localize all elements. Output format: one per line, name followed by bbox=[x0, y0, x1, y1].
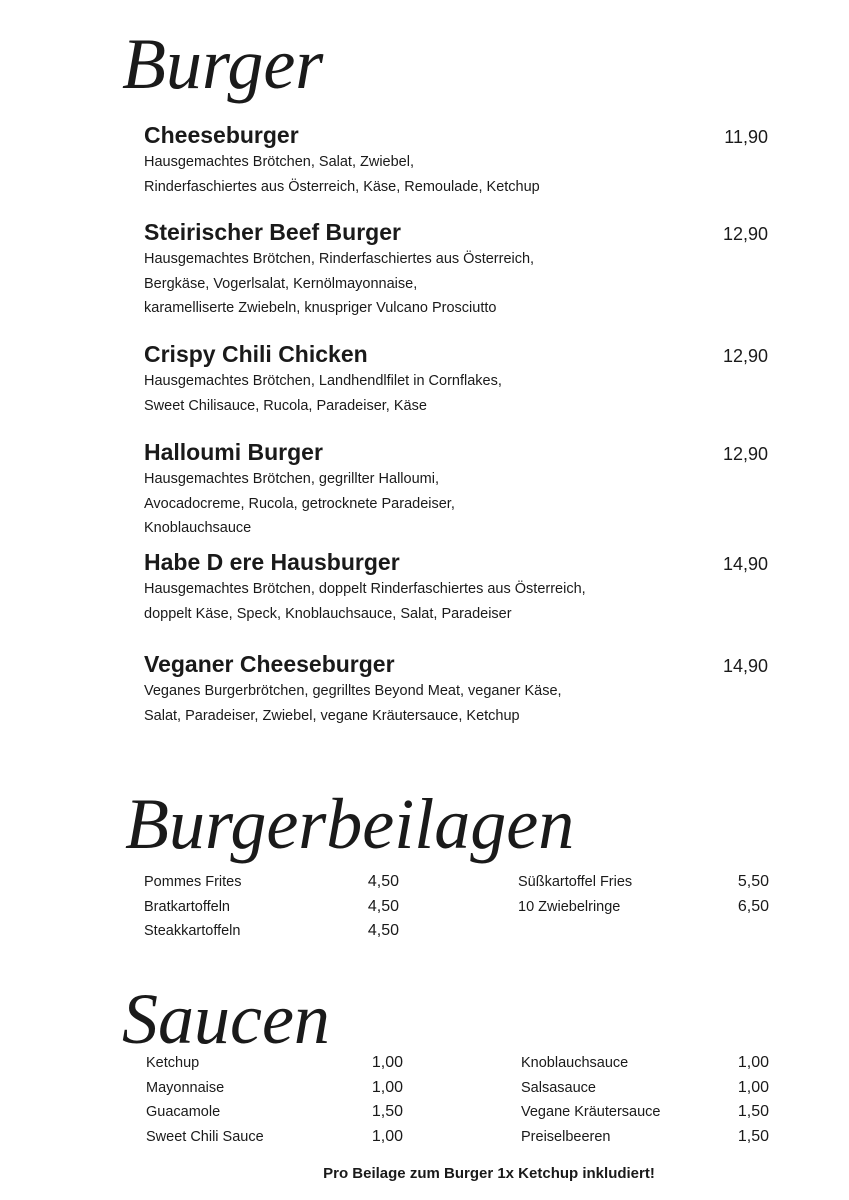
side-name: 10 Zwiebelringe bbox=[518, 898, 621, 915]
sauce-price: 1,50 bbox=[737, 1103, 769, 1121]
side-name: Süßkartoffel Fries bbox=[518, 874, 633, 890]
list-item bbox=[144, 870, 399, 895]
item-price: 12,90 bbox=[722, 444, 768, 464]
list-item bbox=[518, 895, 769, 920]
sauce-price: 1,00 bbox=[737, 1054, 769, 1071]
item-header bbox=[144, 547, 768, 577]
menu-item-steirischer-beef-burger bbox=[144, 217, 768, 321]
list-item bbox=[146, 1076, 403, 1101]
menu-item-halloumi-burger bbox=[144, 437, 768, 541]
side-name: Bratkartoffeln bbox=[144, 898, 230, 915]
sides-list-right bbox=[518, 870, 769, 919]
sauce-name: Mayonnaise bbox=[146, 1079, 225, 1096]
item-description-line: Sweet Chilisauce, Rucola, Paradeiser, Käse bbox=[144, 397, 427, 414]
item-description-line: Hausgemachtes Brötchen, Salat, Zwiebel, bbox=[144, 154, 414, 170]
item-description-line: Hausgemachtes Brötchen, Rinderfaschiertes aus Österreich, bbox=[144, 251, 535, 267]
footer-note: Pro Beilage zum Burger 1x Ketchup inkludiert! bbox=[323, 1165, 655, 1182]
item-description-line: Rinderfaschiertes aus Österreich, Käse, Remoulade, Ketchup bbox=[144, 178, 540, 195]
item-name: Steirischer Beef Burger bbox=[144, 219, 401, 245]
list-item bbox=[521, 1076, 769, 1101]
sauces-list-left bbox=[146, 1051, 403, 1149]
item-header bbox=[144, 437, 768, 467]
section-title-sides: Burgerbeilagen bbox=[125, 784, 575, 864]
list-item bbox=[146, 1100, 403, 1125]
menu-item-hausburger bbox=[144, 547, 768, 626]
item-price: 12,90 bbox=[722, 346, 768, 366]
list-item bbox=[146, 1051, 403, 1076]
item-name: Habe D ere Hausburger bbox=[144, 549, 400, 575]
item-header bbox=[144, 217, 768, 247]
sauce-price: 1,50 bbox=[371, 1103, 403, 1121]
item-description-line: Avocadocreme, Rucola, getrocknete Paradeiser, bbox=[144, 495, 455, 512]
list-item bbox=[518, 870, 769, 895]
sauce-name: Vegane Kräutersauce bbox=[521, 1104, 661, 1121]
sauce-price: 1,00 bbox=[371, 1127, 403, 1145]
item-description-line: Hausgemachtes Brötchen, gegrillter Halloumi, bbox=[144, 471, 439, 487]
item-name: Halloumi Burger bbox=[144, 439, 323, 465]
list-item bbox=[521, 1125, 769, 1150]
sauce-name: Sweet Chili Sauce bbox=[146, 1128, 264, 1145]
sauces-list-right bbox=[521, 1051, 769, 1149]
item-description-line: doppelt Käse, Speck, Knoblauchsauce, Salat, Paradeiser bbox=[144, 605, 512, 622]
sides-list-left bbox=[144, 870, 399, 944]
section-title-burger: Burger bbox=[122, 24, 324, 104]
item-description bbox=[144, 247, 768, 321]
list-item bbox=[521, 1051, 769, 1076]
sauce-name: Ketchup bbox=[146, 1055, 200, 1071]
item-description-line: Salat, Paradeiser, Zwiebel, vegane Kräutersauce, Ketchup bbox=[144, 707, 520, 724]
item-name: Crispy Chili Chicken bbox=[144, 341, 368, 367]
list-item bbox=[146, 1125, 403, 1150]
item-description bbox=[144, 577, 768, 626]
sauce-name: Guacamole bbox=[146, 1104, 221, 1121]
sauce-name: Preiselbeeren bbox=[521, 1128, 611, 1145]
item-description-line: Knoblauchsauce bbox=[144, 520, 252, 536]
item-header bbox=[144, 339, 768, 369]
menu-item-crispy-chili-chicken bbox=[144, 339, 768, 418]
item-description bbox=[144, 679, 768, 728]
item-description-line: Bergkäse, Vogerlsalat, Kernölmayonnaise, bbox=[144, 275, 418, 292]
item-description bbox=[144, 150, 768, 199]
item-name: Cheeseburger bbox=[144, 122, 299, 148]
sauce-price: 1,00 bbox=[371, 1054, 403, 1071]
menu-item-veganer-cheeseburger bbox=[144, 649, 768, 728]
side-name: Steakkartoffeln bbox=[144, 923, 241, 940]
list-item bbox=[144, 919, 399, 944]
side-name: Pommes Frites bbox=[144, 874, 242, 890]
item-description-line: karamelliserte Zwiebeln, knuspriger Vulcano Prosciutto bbox=[144, 300, 497, 316]
item-description-line: Veganes Burgerbrötchen, gegrilltes Beyond Meat, veganer Käse, bbox=[144, 683, 562, 699]
sauce-price: 1,00 bbox=[737, 1078, 769, 1096]
list-item bbox=[521, 1100, 769, 1125]
sauce-price: 1,50 bbox=[737, 1127, 769, 1145]
sauce-price: 1,00 bbox=[371, 1078, 403, 1096]
item-description bbox=[144, 369, 768, 418]
item-header bbox=[144, 649, 768, 679]
item-price: 14,90 bbox=[722, 656, 768, 676]
side-price: 4,50 bbox=[367, 873, 399, 890]
item-description-line: Hausgemachtes Brötchen, Landhendlfilet in Cornflakes, bbox=[144, 373, 502, 389]
item-description-line: Hausgemachtes Brötchen, doppelt Rinderfaschiertes aus Österreich, bbox=[144, 581, 586, 597]
sauce-name: Knoblauchsauce bbox=[521, 1055, 629, 1071]
section-title-sauces: Saucen bbox=[122, 979, 330, 1059]
item-price: 12,90 bbox=[722, 224, 768, 244]
side-price: 5,50 bbox=[737, 873, 769, 890]
side-price: 4,50 bbox=[367, 897, 399, 915]
item-description bbox=[144, 467, 768, 541]
side-price: 4,50 bbox=[367, 922, 399, 940]
item-price: 14,90 bbox=[722, 554, 768, 574]
sauce-name: Salsasauce bbox=[521, 1079, 596, 1096]
item-name: Veganer Cheeseburger bbox=[144, 651, 395, 677]
side-price: 6,50 bbox=[737, 897, 769, 915]
item-header bbox=[144, 120, 768, 150]
menu-item-cheeseburger bbox=[144, 120, 768, 199]
list-item bbox=[144, 895, 399, 920]
item-price: 11,90 bbox=[724, 127, 768, 147]
